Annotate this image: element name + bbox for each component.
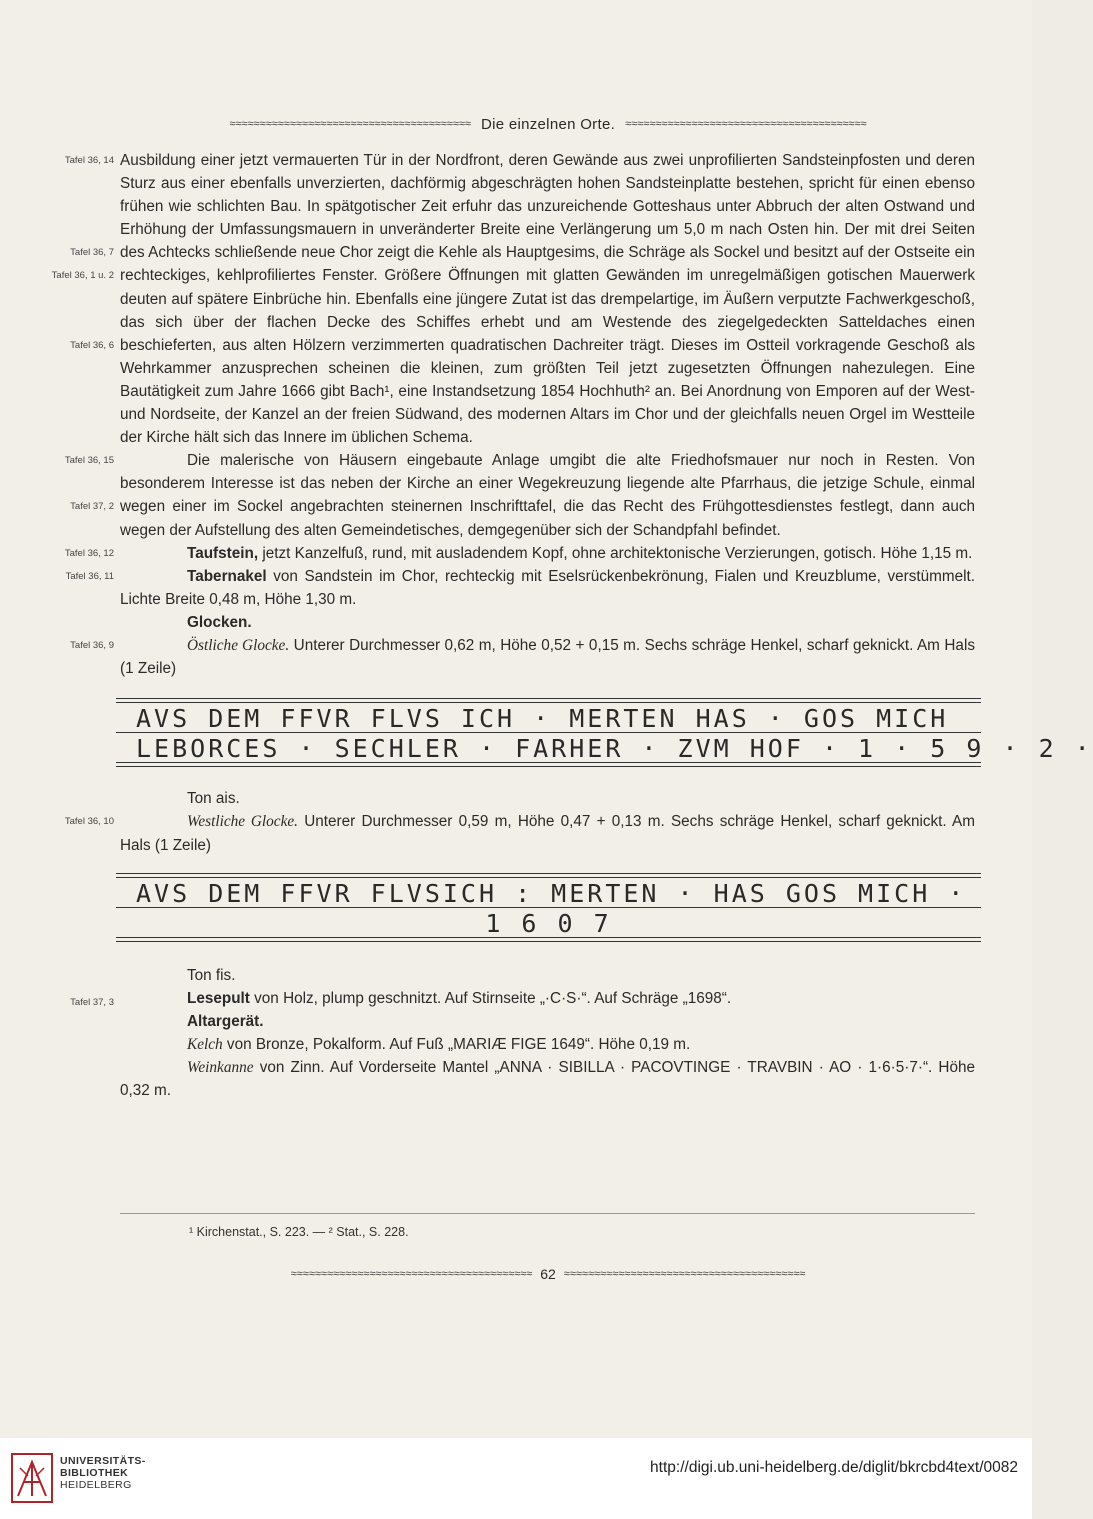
- page-footer: [118, 1264, 978, 1284]
- text-span: Ausbildung einer jetzt vermauerten Tür in der Nordfront, deren Gewände aus zwei unprofilierten Sandsteinpfosten und deren Sturz aus einer ebenfalls unverzierten, dachförmig abgeschrägten hohen Sandsteinplatte bestehen, spricht für einen ebenso frühen wie schlichten Bau. In spätgotischer Zeit erfuhr das unzureichende Gotteshaus unter Abbruch der alten Ostwand und Erhöhung der Umfassungsmauern in unveränderter Breite: [120, 152, 975, 239]
- paragraph: [120, 1033, 975, 1056]
- text-span: von Sandstein im Chor, rechteckig mit Eselsrückenbekrönung, Fialen und Kreuzblume, verstümmelt. Lichte Breite 0,48 m, Höhe 1,30 m.: [120, 567, 975, 608]
- library-name: [60, 1455, 146, 1491]
- text-span: von Bronze, Pokalform. Auf Fuß „MARIÆ FIGE 1649“. Höhe 0,19 m.: [222, 1036, 691, 1054]
- library-name-line: BIBLIOTHEK: [60, 1467, 129, 1479]
- margin-note: Tafel 36, 11: [65, 570, 114, 582]
- margin-note: Tafel 36, 7: [70, 247, 114, 258]
- paragraph: [120, 1056, 975, 1102]
- library-name-line: UNIVERSITÄTS-: [60, 1455, 146, 1467]
- item-label: Taufstein,: [187, 544, 259, 562]
- item-label: Lesepult: [187, 989, 250, 1007]
- page-number: 62: [540, 1266, 556, 1282]
- margin-note: Tafel 36, 9: [70, 639, 114, 651]
- margin-note: Tafel 36, 10: [64, 816, 114, 828]
- header-title: Die einzelnen Orte.: [480, 115, 616, 133]
- paragraph: [51, 149, 976, 449]
- paragraph: [64, 449, 975, 541]
- paragraph: [70, 987, 975, 1010]
- margin-note: Tafel 36, 12: [64, 547, 114, 559]
- body-text: [51, 149, 1093, 1102]
- margin-note: Tafel 36, 15: [64, 455, 114, 467]
- item-label: Westliche Glocke.: [187, 813, 298, 831]
- section-heading: Altargerät.: [187, 1013, 264, 1030]
- section-heading: Glocken.: [187, 613, 252, 631]
- text-span: Unterer Durchmesser 0,59 m, Höhe 0,47 + 0,13 m. Sechs schräge Henkel, scharf geknickt. Am Hals (1 Zeile): [120, 813, 975, 854]
- paragraph: [70, 634, 975, 680]
- tone-note: Ton fis.: [187, 966, 236, 984]
- paragraph: [64, 810, 975, 856]
- university-library-logo-icon: [10, 1452, 54, 1504]
- margin-note: Tafel 36, 1 u. 2: [51, 270, 114, 281]
- tone-note: Ton ais.: [187, 790, 240, 808]
- text-span: Die malerische von Häusern eingebaute Anlage umgibt die alte Friedhofsmauer nur noch in Resten. Von besonderem Interesse ist das neben der Kirche an einer Wegekreuzung liegende alte Pfarrhaus, die: [120, 452, 975, 493]
- inscription-line: AVS DEM FFVR FLVS ICH · MERTEN HAS · GOS MICH: [136, 704, 949, 734]
- paragraph: [64, 542, 975, 565]
- text-span: zeigt die Kehle als Hauptgesims, die Schräge als Sockel und besitzt auf der Ostseite ein rechteckiges, kehlprofiliertes Fenster. Größere Öffnungen mit glatten Gewänden im unregelmäßigen gotischen Mauerwerk deuten auf spätere Einbrüche hin. Ebenfalls eine jüngere Zutat ist das drempelartige, im Äußern verputzte: [120, 244, 975, 308]
- header-ornament-left: ≈≈≈≈≈≈≈≈≈≈≈≈≈≈≈≈≈≈≈≈≈≈≈≈≈≈≈≈≈≈≈≈≈≈≈≈≈≈≈≈: [229, 118, 471, 130]
- text-span: Fachwerkgeschoß, das sich über der flachen Decke des Schiffes erhebt und am Westende des ziegelgedeckten Satteldaches einen beschieferten, aus alten Hölzern verzimmerten quadratischen Dachreiter trägt. Dieses im Ostteil vorkragende Geschoß als Wehrkammer anzusprechen scheinen die kleinen, zum größten Teil jetzt zugesetzten Öffnungen nahezulegen. Eine Bautätigkeit zum Jahre 1666 gibt Bach¹, eine Instandsetzung 1854 Hochhuth² an. Bei Anordnung von Emporen auf der West- und Nordseite, der Kanzel an der freien Südwand, des modernen Altars im Chor und der gleichfalls neuen Orgel im Westteile der Kirche hält sich das Innere im üblichen Schema.: [120, 290, 975, 447]
- text-span: jetzige Schule, einmal wegen einer im Sockel angebrachten steinernen Inschrifttafel, die das Recht des Frühgottesdienstes festlegt, dann auch wegen der Aufstellung des alten Gemeindetisches, demgegenüber sich der Schandpfahl befindet.: [120, 475, 975, 539]
- viewer-footer-bar: [0, 1438, 1032, 1519]
- bell-inscription-east: [116, 698, 1093, 767]
- inscription-line: AVS DEM FFVR FLVSICH : MERTEN · HAS GOS MICH ·: [136, 878, 967, 908]
- text-span: eine Verlängerung um 5,0 m nach Osten hin. Der mit drei Seiten des Achtecks schließende neue Chor: [120, 221, 976, 262]
- text-span: von Zinn. Auf Vorderseite Mantel „ANNA · SIBILLA · PACOVTINGE · TRAVBIN · AO · 1·6·5·7·“. Höhe 0,32 m.: [120, 1059, 975, 1100]
- text-span: von Holz, plump geschnitzt. Auf Stirnseite „·C·S·“. Auf Schräge „1698“.: [249, 989, 732, 1007]
- text-span: Unterer Durchmesser 0,62 m, Höhe 0,52 + 0,15 m. Sechs schräge Henkel, scharf geknickt. Am Hals (1 Zeile): [120, 636, 975, 678]
- source-url[interactable]: http://digi.ub.uni-heidelberg.de/diglit/bkrcbd4text/0082: [650, 1459, 1018, 1476]
- text-span: jetzt Kanzelfuß, rund, mit ausladendem Kopf, ohne architektonische Verzierungen, gotisch. Höhe 1,15 m.: [258, 544, 973, 562]
- margin-note: Tafel 37, 2: [70, 501, 114, 513]
- margin-note: Tafel 36, 6: [70, 340, 114, 351]
- footnote-divider: [120, 1213, 975, 1214]
- inscription-line: LEBORCES · SECHLER · FARHER · ZVM HOF · 1 · 5 9 · 2 ·: [136, 734, 1093, 764]
- item-label: Östliche Glocke.: [187, 636, 290, 654]
- item-label: Tabernakel: [187, 567, 267, 585]
- running-header: [118, 112, 978, 136]
- paragraph: [65, 565, 975, 611]
- footer-ornament-left: ≈≈≈≈≈≈≈≈≈≈≈≈≈≈≈≈≈≈≈≈≈≈≈≈≈≈≈≈≈≈≈≈≈≈≈≈≈≈≈≈: [290, 1268, 533, 1280]
- margin-note: Tafel 37, 3: [70, 996, 114, 1008]
- library-name-line: HEIDELBERG: [60, 1479, 132, 1491]
- margin-note: Tafel 36, 14: [64, 155, 114, 166]
- footnote: ¹ Kirchenstat., S. 223. — ² Stat., S. 228.: [189, 1225, 409, 1239]
- footer-ornament-right: ≈≈≈≈≈≈≈≈≈≈≈≈≈≈≈≈≈≈≈≈≈≈≈≈≈≈≈≈≈≈≈≈≈≈≈≈≈≈≈≈: [563, 1268, 806, 1280]
- header-ornament-right: ≈≈≈≈≈≈≈≈≈≈≈≈≈≈≈≈≈≈≈≈≈≈≈≈≈≈≈≈≈≈≈≈≈≈≈≈≈≈≈≈: [625, 118, 867, 130]
- inscription-line: 1 6 0 7: [485, 908, 612, 938]
- bell-inscription-west: [116, 873, 981, 942]
- item-label: Kelch: [187, 1036, 223, 1054]
- item-label: Weinkanne: [187, 1059, 254, 1077]
